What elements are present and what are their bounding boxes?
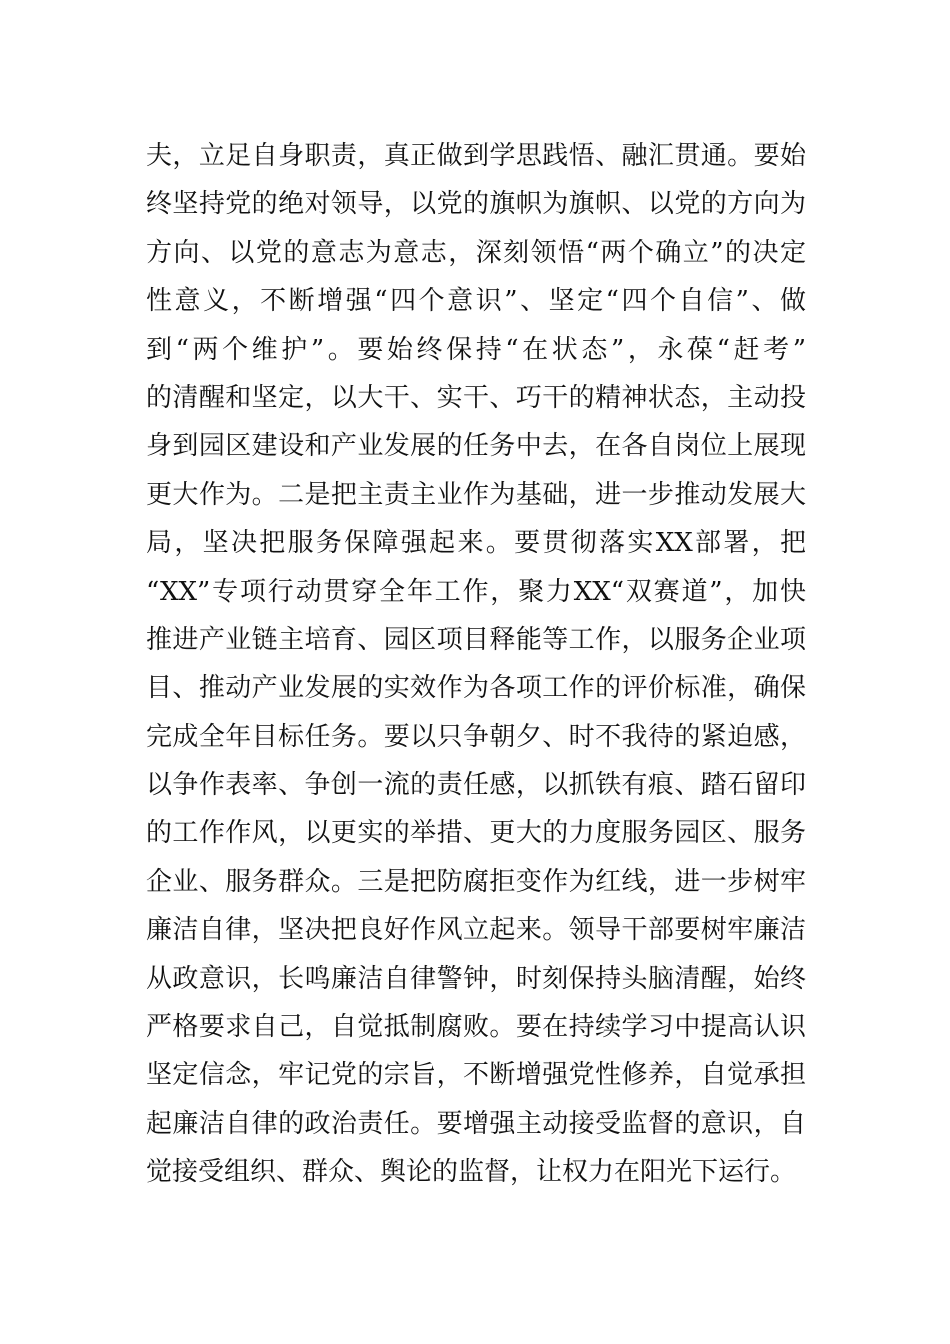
text-line: 的清醒和坚定，以大干、实干、巧干的精神状态，主动投 — [146, 382, 806, 413]
text-line: 夫，立足自身职责，真正做到学思践悟、融汇贯通。要始 — [146, 141, 806, 171]
text-line: 身到园区建设和产业发展的任务中去，在各自岗位上展现 — [146, 431, 806, 462]
text-line: 觉接受组织、群众、舆论的监督，让权力在阳光下运行。 — [146, 1157, 797, 1188]
text-line: 坚定信念，牢记党的宗旨，不断增强党性修养，自觉承担 — [146, 1060, 806, 1091]
text-line: 企业、服务群众。三是把防腐拒变作为红线，进一步树牢 — [146, 866, 806, 897]
text-line: 方向、以党的意志为意志，深刻领悟“两个确立”的决定 — [146, 237, 806, 268]
text-line: 从政意识，长鸣廉洁自律警钟，时刻保持头脑清醒，始终 — [146, 963, 806, 994]
text-line: 严格要求自己，自觉抵制腐败。要在持续学习中提高认识 — [146, 1012, 806, 1043]
text-line: 性意义，不断增强“四个意识”、坚定“四个自信”、做 — [146, 286, 806, 317]
text-line: “XX”专项行动贯穿全年工作，聚力XX“双赛道”，加快 — [146, 576, 806, 607]
text-line: 起廉洁自律的政治责任。要增强主动接受监督的意识，自 — [146, 1108, 806, 1139]
text-line: 完成全年目标任务。要以只争朝夕、时不我待的紧迫感， — [146, 721, 806, 752]
text-line: 的工作作风，以更实的举措、更大的力度服务园区、服务 — [146, 818, 806, 849]
text-line: 目、推动产业发展的实效作为各项工作的评价标准，确保 — [146, 673, 806, 704]
text-line: 局，坚决把服务保障强起来。要贯彻落实XX部署，把 — [146, 528, 806, 559]
text-line: 到“两个维护”。要始终保持“在状态”，永葆“赶考” — [146, 334, 806, 365]
text-line: 廉洁自律，坚决把良好作风立起来。领导干部要树牢廉洁 — [146, 915, 806, 946]
text-line: 更大作为。二是把主责主业作为基础，进一步推动发展大 — [146, 479, 806, 510]
text-line: 以争作表率、争创一流的责任感，以抓铁有痕、踏石留印 — [146, 770, 806, 801]
body-text — [146, 132, 806, 1197]
text-line: 终坚持党的绝对领导，以党的旗帜为旗帜、以党的方向为 — [146, 189, 806, 220]
text-line: 推进产业链主培育、园区项目释能等工作，以服务企业项 — [146, 624, 806, 655]
